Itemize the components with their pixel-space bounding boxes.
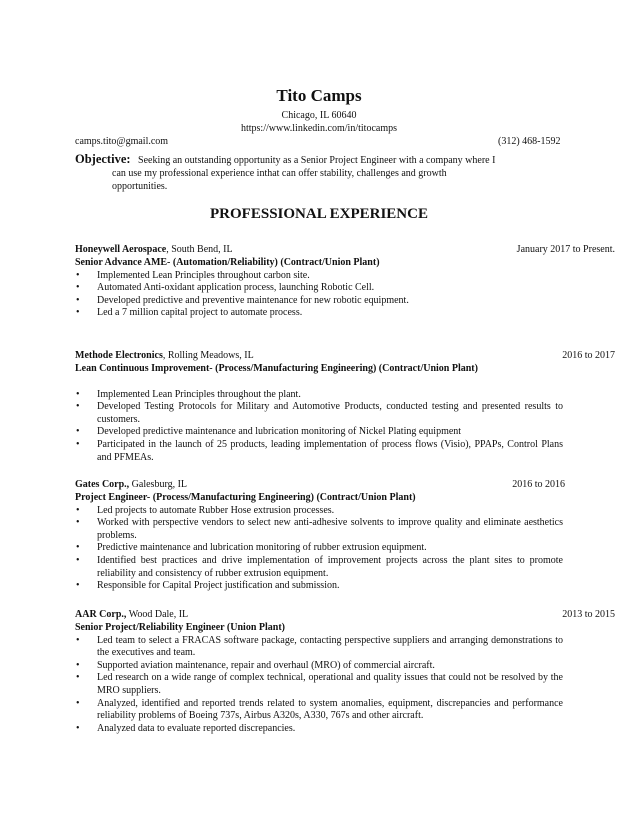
- candidate-name: Tito Camps: [276, 86, 362, 105]
- company-location: , South Bend, IL: [166, 244, 233, 255]
- job-entry-aar: [75, 609, 615, 735]
- job-header: [75, 350, 615, 363]
- list-item: • Worked with perspective vendors to select new anti-adhesive solvents to improve quality and eliminate aesthetics problems.: [75, 517, 563, 542]
- section-title-experience: PROFESSIONAL EXPERIENCE: [210, 206, 428, 222]
- company-name: Honeywell Aerospace: [75, 244, 167, 255]
- objective-label: Objective:: [75, 152, 131, 166]
- objective-text-1: Seeking an outstanding opportunity as a Senior Project Engineer with a company where I: [138, 155, 496, 166]
- job-dates: January 2017 to Present.: [516, 244, 615, 255]
- company-name: Methode Electronics: [75, 350, 163, 361]
- job-entry-honeywell: [75, 244, 615, 320]
- job-title: Senior Advance AME- (Automation/Reliability) (Contract/Union Plant): [75, 257, 380, 268]
- job-header: [75, 479, 565, 492]
- job-dates: 2016 to 2016: [512, 479, 565, 490]
- job-header: [75, 609, 615, 622]
- job-bullets: [75, 389, 563, 465]
- job-bullets: [75, 635, 563, 736]
- list-item: • Analyzed data to evaluate reported discrepancies.: [75, 723, 563, 736]
- email-link[interactable]: camps.tito@gmail.com: [75, 136, 169, 147]
- list-item: • Led research on a wide range of complex technical, operational and quality issues that could not be resolved by the MRO suppliers.: [75, 672, 563, 697]
- objective-first-line: [75, 153, 567, 167]
- list-item: • Developed predictive and preventive maintenance for new robotic equipment.: [75, 295, 563, 308]
- list-item: • Implemented Lean Principles throughout carbon site.: [75, 270, 563, 283]
- list-item: • Supported aviation maintenance, repair and overhaul (MRO) of commercial aircraft.: [75, 660, 563, 673]
- job-title: Lean Continuous Improvement- (Process/Manufacturing Engineering) (Contract/Union Plant): [75, 363, 478, 374]
- list-item: • Analyzed, identified and reported trends related to system anomalies, equipment, discrepancies and performance reliability problems of Boeing 737s, Airbus A320s, A330, 767s and other aircraft.: [75, 698, 563, 723]
- list-item: • Developed predictive maintenance and lubrication monitoring of Nickel Plating equipment: [75, 426, 563, 439]
- list-item: • Implemented Lean Principles throughout the plant.: [75, 389, 563, 402]
- job-title: Senior Project/Reliability Engineer (Union Plant): [75, 622, 285, 633]
- company-location: , Rolling Meadows, IL: [162, 350, 254, 361]
- list-item: • Predictive maintenance and lubrication monitoring of rubber extrusion equipment.: [75, 542, 563, 555]
- list-item: • Developed Testing Protocols for Military and Automotive Products, conducted testing and presented results to customers.: [75, 401, 563, 426]
- candidate-location: Chicago, IL 60640: [281, 110, 357, 121]
- objective-section: [75, 153, 567, 193]
- job-title: Project Engineer- (Process/Manufacturing Engineering) (Contract/Union Plant): [75, 492, 416, 503]
- job-header: [75, 244, 615, 257]
- job-entry-gates: [75, 479, 565, 593]
- linkedin-link[interactable]: https://www.linkedin.com/in/titocamps: [240, 123, 397, 134]
- company-location: Wood Dale, IL: [126, 609, 189, 620]
- job-entry-methode: [75, 350, 615, 464]
- phone-number: (312) 468-1592: [498, 136, 561, 147]
- job-bullets: [75, 505, 563, 593]
- job-dates: 2013 to 2015: [562, 609, 615, 620]
- list-item: • Responsible for Capital Project justification and submission.: [75, 580, 563, 593]
- job-bullets: [75, 270, 563, 320]
- company-name: Gates Corp.,: [75, 479, 130, 490]
- job-dates: 2016 to 2017: [562, 350, 615, 361]
- objective-text-2: can use my professional experience inthat can offer stability, challenges and growth: [112, 168, 447, 179]
- company-name: AAR Corp.,: [75, 609, 127, 620]
- list-item: • Automated Anti-oxidant application process, launching Robotic Cell.: [75, 282, 563, 295]
- list-item: • Led projects to automate Rubber Hose extrusion processes.: [75, 505, 563, 518]
- company-location: Galesburg, IL: [129, 479, 188, 490]
- list-item: • Identified best practices and drive implementation of improvement projects across the plant sites to promote reliability and consistency of rubber extrusion equipment.: [75, 555, 563, 580]
- list-item: • Led a 7 million capital project to automate process.: [75, 307, 563, 320]
- list-item: • Led team to select a FRACAS software package, contacting perspective suppliers and arranging demonstrations to the executives and team.: [75, 635, 563, 660]
- list-item: • Participated in the launch of 25 products, leading implementation of process flows (Visio), PPAPs, Control Plans and PFMEAs.: [75, 439, 563, 464]
- objective-text-3: opportunities.: [112, 181, 168, 192]
